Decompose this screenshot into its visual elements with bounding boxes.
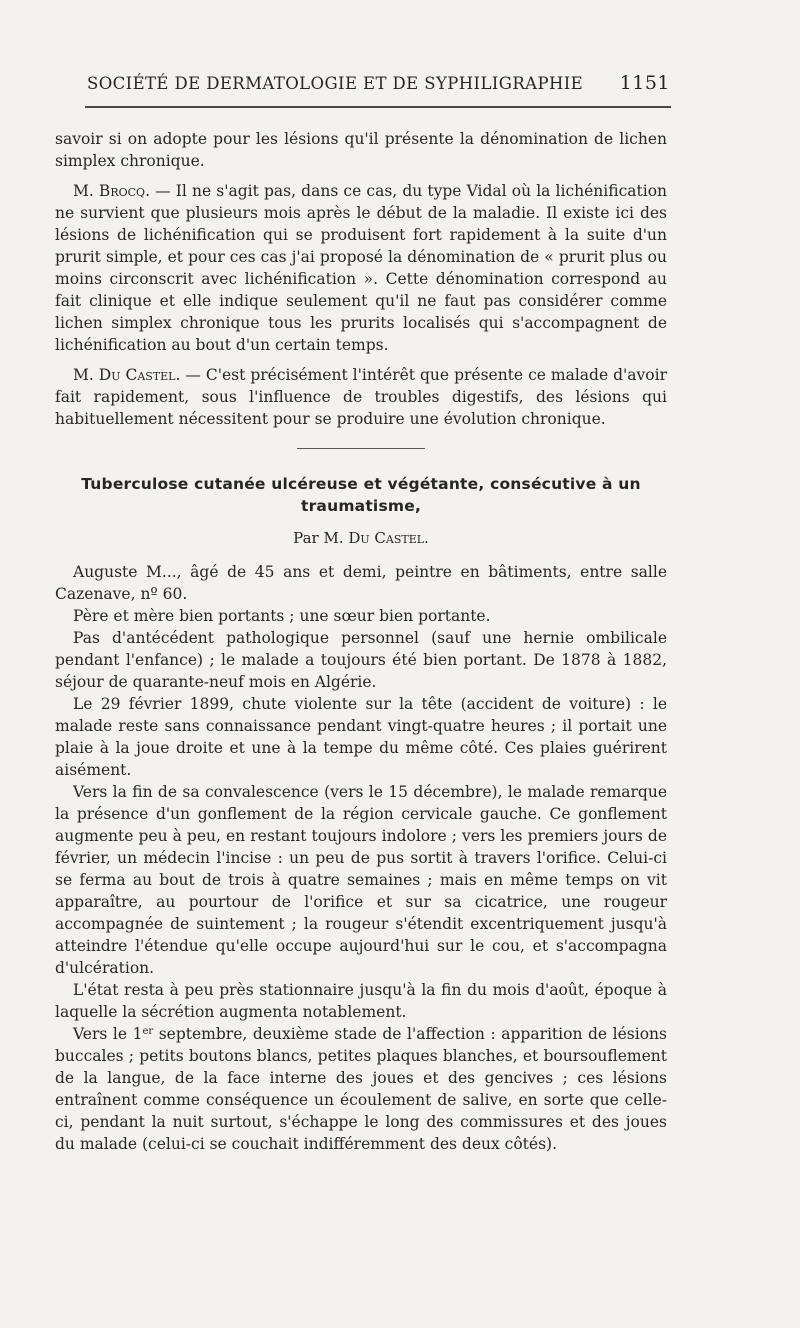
- byline-author: Du Castel.: [348, 529, 429, 548]
- ducastel-text: — C'est précisément l'intérêt que présente ce malade d'avoir fait rapidement, sous l'influence de troubles digestifs, des lésions qui habituellement nécessitent pour se produire une évolution chronique.: [55, 366, 667, 428]
- header-rule: [85, 106, 671, 108]
- article-paragraph: Père et mère bien portants ; une sœur bien portante.: [73, 607, 491, 626]
- discussion-intro: savoir si on adopte pour les lésions qu'il présente la dénomination de lichen simplex chronique.: [55, 130, 667, 170]
- running-header: [87, 72, 670, 94]
- document-page: [27, 0, 670, 1328]
- brocq-text: — Il ne s'agit pas, dans ce cas, du type Vidal où la lichénification ne survient que plusieurs mois après le début de la maladie. Il existe ici des lésions de lichénification qui se produisent fort rapidement à la suite d'un prurit simple, et pour ces cas j'ai proposé la dénomination de « prurit plus ou moins circonscrit avec lichénification ». Cette dénomination correspond au fait clinique et elle indique seulement qu'il ne faut pas considérer comme lichen simplex chronique tous les prurits localisés qui s'accompagnent de lichénification au bout d'un certain temps.: [55, 182, 668, 354]
- speaker-brocq: M. Brocq.: [73, 182, 150, 200]
- ordinal-superscript: er: [142, 1026, 154, 1038]
- last-para-start: Vers le 1: [73, 1025, 143, 1044]
- article-title: Tuberculose cutanée ulcéreuse et végétante, consécutive à un traumatisme,: [81, 475, 641, 516]
- running-title: SOCIÉTÉ DE DERMATOLOGIE ET DE SYPHILIGRAPHIE: [87, 74, 584, 93]
- article-paragraph-last: [55, 1023, 667, 1155]
- ducastel-remark: [55, 364, 667, 430]
- article-paragraph: Pas d'antécédent pathologique personnel (sauf une hernie ombilicale pendant l'enfance) ; le malade a toujours été bien portant. De 1878 à 1882, séjour de quarante-neuf mois en Algérie.: [55, 629, 667, 692]
- byline-prefix: Par M.: [293, 529, 349, 548]
- brocq-remark: [55, 180, 667, 356]
- article-byline: [55, 527, 667, 549]
- body-text: [55, 128, 667, 1155]
- last-para-rest: septembre, deuxième stade de l'affection : apparition de lésions buccales ; petits boutons blancs, petites plaques blanches, et boursouflement de la langue, de la face interne des joues et des gencives ; ces lésions entraînent comme conséquence un écoulement de salive, en sorte que celle-ci, pendant la nuit surtout, s'échappe le long des commissures et des joues du malade (celui-ci se couchait indifféremment des deux côtés).: [55, 1025, 667, 1154]
- article-paragraph: Auguste M..., âgé de 45 ans et demi, peintre en bâtiments, entre salle Cazenave, nº 60.: [55, 563, 667, 604]
- page-number: 1151: [619, 72, 670, 94]
- speaker-ducastel: M. Du Castel.: [73, 366, 181, 384]
- article-paragraph: Le 29 février 1899, chute violente sur la tête (accident de voiture) : le malade reste sans connaissance pendant vingt-quatre heures ; il portait une plaie à la joue droite et une à la tempe du même côté. Ces plaies guérirent aisément.: [55, 695, 667, 780]
- article-paragraph: L'état resta à peu près stationnaire jusqu'à la fin du mois d'août, époque à laquelle la sécrétion augmenta notablement.: [55, 981, 667, 1022]
- section-separator: [297, 448, 425, 449]
- article-paragraph: Vers la fin de sa convalescence (vers le 15 décembre), le malade remarque la présence d'un gonflement de la région cervicale gauche. Ce gonflement augmente peu à peu, en restant toujours indolore ; vers les premiers jours de février, un médecin l'incise : un peu de pus sortit à travers l'orifice. Celui-ci se ferma au bout de trois à quatre semaines ; mais en même temps on vit apparaître, au pourtour de l'orifice et sur sa cicatrice, une rougeur accompagnée de suintement ; la rougeur s'étendit excentriquement jusqu'à atteindre l'étendue qu'elle occupe aujourd'hui sur le cou, et s'accompagna d'ulcération.: [55, 783, 667, 978]
